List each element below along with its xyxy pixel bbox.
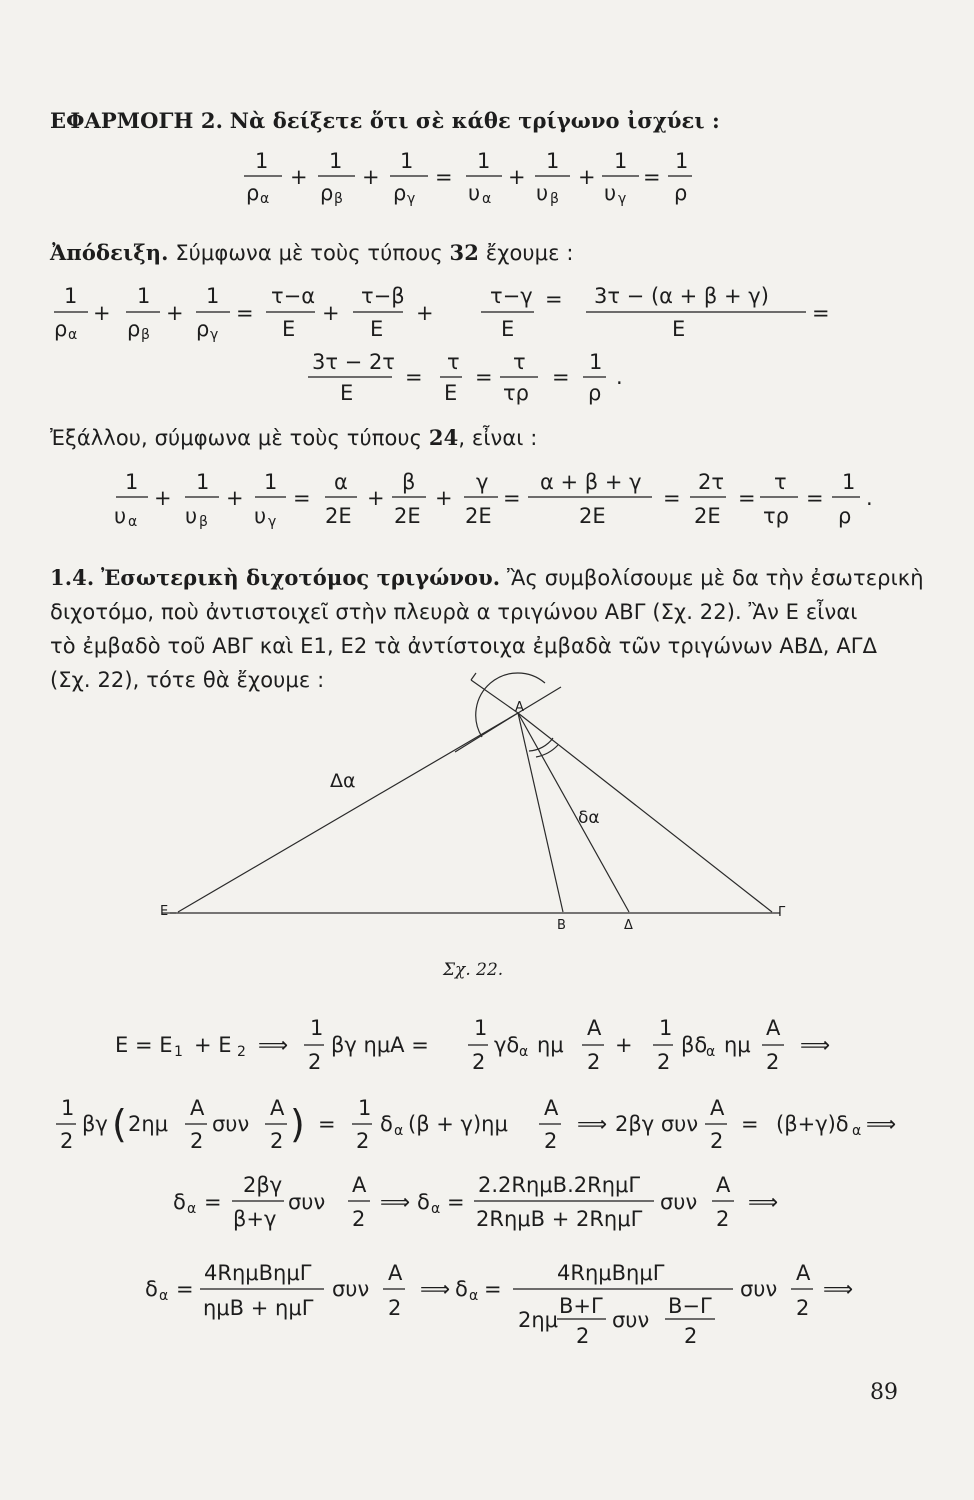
svg-text:A: A — [716, 1173, 731, 1197]
svg-text:2: 2 — [657, 1050, 671, 1074]
label-Gamma: Γ — [778, 905, 786, 920]
svg-text:+: + — [615, 1033, 633, 1057]
svg-text:2: 2 — [544, 1129, 558, 1153]
svg-text:(β+γ)δ: (β+γ)δ — [776, 1112, 849, 1136]
svg-text:1: 1 — [614, 149, 628, 173]
svg-text:A: A — [710, 1096, 725, 1120]
svg-text:E = E: E = E — [115, 1033, 173, 1057]
svg-text:α: α — [852, 1123, 862, 1139]
svg-text:1: 1 — [125, 470, 139, 494]
svg-text:.: . — [866, 486, 873, 510]
svg-text:+: + — [226, 486, 244, 510]
svg-text:=: = — [812, 301, 830, 325]
svg-text:+: + — [416, 301, 434, 325]
svg-text:ρ: ρ — [588, 381, 602, 405]
svg-text:1: 1 — [310, 1016, 324, 1040]
svg-text:A: A — [587, 1016, 602, 1040]
svg-text:συν: συν — [660, 1190, 698, 1214]
svg-text:βγ ημA =: βγ ημA = — [331, 1033, 429, 1057]
svg-text:4RημBημΓ: 4RημBημΓ — [204, 1261, 312, 1285]
svg-text:ρ: ρ — [393, 181, 407, 205]
svg-text:δ: δ — [417, 1190, 430, 1214]
svg-text:β: β — [334, 191, 343, 207]
svg-text:2E: 2E — [579, 504, 606, 528]
svg-text:1: 1 — [206, 284, 220, 308]
svg-text:ημ: ημ — [724, 1033, 751, 1057]
svg-text:⟹: ⟹ — [577, 1112, 608, 1136]
svg-text:B−Γ: B−Γ — [668, 1294, 712, 1318]
svg-text:υ: υ — [114, 504, 127, 528]
svg-text:=: = — [236, 301, 254, 325]
svg-text:2E: 2E — [394, 504, 421, 528]
svg-text:=: = — [447, 1190, 465, 1214]
formula-text-store — [0, 0, 1, 1]
svg-text:=: = — [552, 365, 570, 389]
svg-text:1: 1 — [196, 470, 210, 494]
svg-text:2: 2 — [190, 1129, 204, 1153]
svg-text:β: β — [199, 514, 208, 530]
svg-text:B+Γ: B+Γ — [559, 1294, 603, 1318]
svg-text:+: + — [508, 165, 526, 189]
svg-text:2: 2 — [710, 1129, 724, 1153]
svg-text:A: A — [796, 1261, 811, 1285]
svg-text:3τ − (α + β + γ): 3τ − (α + β + γ) — [594, 284, 769, 308]
svg-text:1: 1 — [137, 284, 151, 308]
svg-text:=: = — [405, 365, 423, 389]
svg-text:A: A — [270, 1096, 285, 1120]
svg-text:α: α — [469, 1288, 479, 1304]
formula-proof-3 — [114, 470, 873, 530]
svg-text:2: 2 — [356, 1129, 370, 1153]
application-statement: Νὰ δείξετε ὅτι σὲ κάθε τρίγωνο ἰσχύει : — [229, 108, 720, 133]
svg-text:υ: υ — [468, 181, 481, 205]
svg-text:2E: 2E — [325, 504, 352, 528]
svg-text:1: 1 — [842, 470, 856, 494]
svg-text:+: + — [435, 486, 453, 510]
svg-text:β: β — [141, 327, 150, 343]
svg-text:συν: συν — [740, 1277, 778, 1301]
svg-text:E: E — [340, 381, 354, 405]
formula-app-text — [0, 0, 1, 1]
svg-text:E: E — [444, 381, 458, 405]
svg-text:τ: τ — [513, 350, 526, 374]
svg-text:γ: γ — [407, 191, 416, 207]
svg-text:=: = — [806, 486, 824, 510]
label-E: E — [160, 904, 169, 919]
svg-text:2: 2 — [237, 1044, 246, 1060]
svg-text:δ: δ — [455, 1277, 468, 1301]
svg-text:1: 1 — [61, 1096, 75, 1120]
svg-text:συν: συν — [212, 1112, 250, 1136]
svg-text:τ: τ — [774, 470, 787, 494]
svg-text:⟹: ⟹ — [866, 1112, 897, 1136]
svg-text:+: + — [322, 301, 340, 325]
svg-text:⟹: ⟹ — [258, 1033, 289, 1057]
svg-text:=: = — [475, 365, 493, 389]
svg-text:2: 2 — [684, 1324, 698, 1348]
svg-text:γ: γ — [618, 191, 627, 207]
svg-text:1: 1 — [474, 1016, 488, 1040]
svg-text:α: α — [128, 514, 138, 530]
svg-text:=: = — [204, 1190, 222, 1214]
svg-text:E: E — [282, 317, 296, 341]
svg-text:1: 1 — [477, 149, 491, 173]
svg-text:⟹: ⟹ — [823, 1277, 854, 1301]
svg-text:2RημB + 2RημΓ: 2RημB + 2RημΓ — [476, 1207, 643, 1231]
svg-text:τ−γ: τ−γ — [490, 284, 533, 308]
svg-text:ημB + ημΓ: ημB + ημΓ — [203, 1296, 314, 1320]
label-delta-alpha: δα — [578, 808, 600, 828]
svg-text:⟹: ⟹ — [380, 1190, 411, 1214]
svg-text:=: = — [643, 165, 661, 189]
svg-text:=: = — [503, 486, 521, 510]
svg-text:υ: υ — [185, 504, 198, 528]
section-number: 1.4. — [50, 565, 95, 590]
section-line-1 — [50, 561, 930, 595]
svg-text:+: + — [154, 486, 172, 510]
proof-label: Ἀπόδειξη. — [50, 240, 169, 265]
svg-text:α: α — [260, 191, 270, 207]
svg-text:α: α — [68, 327, 78, 343]
proof-also-end: , εἶναι : — [458, 426, 538, 450]
svg-text:β: β — [402, 470, 416, 494]
svg-text:=: = — [435, 165, 453, 189]
svg-text:2: 2 — [270, 1129, 284, 1153]
svg-text:τ−β: τ−β — [361, 284, 405, 308]
formula-application — [244, 149, 692, 207]
svg-text:1: 1 — [675, 149, 689, 173]
svg-text:=: = — [741, 1112, 759, 1136]
section-title: Ἐσωτερικὴ διχοτόμος τριγώνου. — [101, 565, 501, 590]
svg-text:2: 2 — [352, 1207, 366, 1231]
svg-text:E: E — [672, 317, 686, 341]
svg-text:δ: δ — [145, 1277, 158, 1301]
svg-text:⟹: ⟹ — [748, 1190, 779, 1214]
line-EA-extended — [455, 713, 518, 752]
svg-text:α: α — [519, 1044, 529, 1060]
svg-text:δ: δ — [173, 1190, 186, 1214]
svg-text:E: E — [370, 317, 384, 341]
svg-text:α: α — [706, 1044, 716, 1060]
svg-text:): ) — [290, 1102, 305, 1146]
label-Delta-alpha: Δα — [330, 770, 356, 792]
section-text-1: Ἂς συμβολίσουμε μὲ δα τὴν ἐσωτερικὴ — [506, 566, 924, 590]
svg-text:3τ − 2τ: 3τ − 2τ — [312, 350, 395, 374]
svg-text:2: 2 — [388, 1296, 402, 1320]
svg-text:βγ: βγ — [82, 1112, 108, 1136]
label-A: A — [515, 700, 524, 715]
svg-text:1: 1 — [546, 149, 560, 173]
svg-text:+ E: + E — [194, 1033, 232, 1057]
svg-text:2βγ: 2βγ — [243, 1173, 283, 1197]
section-line-3: τὸ ἐμβαδὸ τοῦ ΑΒΓ καὶ Ε1, Ε2 τὰ ἀντίστοιχα ἐμβαδὰ τῶν τριγώνων ΑΒΔ, ΑΓΔ — [50, 634, 878, 658]
svg-text:4RημBημΓ: 4RημBημΓ — [557, 1261, 665, 1285]
svg-text:ρ: ρ — [196, 317, 210, 341]
svg-text:γδ: γδ — [494, 1033, 520, 1057]
svg-text:+: + — [93, 301, 111, 325]
svg-text:τ: τ — [447, 350, 460, 374]
svg-text:+: + — [578, 165, 596, 189]
svg-text:1: 1 — [589, 350, 603, 374]
svg-text:2: 2 — [766, 1050, 780, 1074]
figure-22 — [162, 673, 780, 913]
svg-text:συν: συν — [332, 1277, 370, 1301]
svg-text:2: 2 — [587, 1050, 601, 1074]
svg-text:τρ: τρ — [763, 504, 789, 528]
svg-text:A: A — [352, 1173, 367, 1197]
svg-text:υ: υ — [536, 181, 549, 205]
page-number: 89 — [870, 1380, 898, 1405]
svg-text:1: 1 — [659, 1016, 673, 1040]
svg-text:α: α — [159, 1288, 169, 1304]
svg-text:(: ( — [112, 1102, 127, 1146]
label-B: B — [557, 918, 566, 933]
label-Delta: Δ — [624, 918, 633, 933]
svg-text:2: 2 — [60, 1129, 74, 1153]
svg-text:2ημ: 2ημ — [518, 1308, 559, 1332]
svg-text:1: 1 — [64, 284, 78, 308]
svg-text:=: = — [293, 486, 311, 510]
derivation-1 — [115, 1016, 830, 1074]
svg-text:δ: δ — [380, 1112, 393, 1136]
svg-text:βδ: βδ — [681, 1033, 708, 1057]
svg-text:τ−α: τ−α — [271, 284, 316, 308]
svg-text:ρ: ρ — [674, 181, 688, 205]
svg-text:2βγ συν: 2βγ συν — [615, 1112, 699, 1136]
svg-text:2: 2 — [576, 1324, 590, 1348]
side-AE — [178, 713, 518, 912]
svg-text:+: + — [367, 486, 385, 510]
svg-text:=: = — [545, 287, 563, 311]
proof-also — [50, 421, 537, 455]
svg-text:υ: υ — [254, 504, 267, 528]
formula-proof-2 — [308, 350, 623, 405]
svg-text:1: 1 — [400, 149, 414, 173]
svg-text:1: 1 — [174, 1044, 183, 1060]
proof-also-text: Ἐξάλλου, σύμφωνα μὲ τοὺς τύπους — [50, 426, 429, 450]
svg-text:A: A — [388, 1261, 403, 1285]
proof-intro-end: ἔχουμε : — [478, 241, 574, 265]
svg-text:E: E — [501, 317, 515, 341]
svg-text:1: 1 — [255, 149, 269, 173]
derivation-3 — [173, 1173, 778, 1231]
svg-text:=: = — [663, 486, 681, 510]
svg-text:συν: συν — [288, 1190, 326, 1214]
formula-ref-32: 32 — [449, 240, 479, 265]
bisector-AD — [518, 713, 629, 912]
svg-text:ρ: ρ — [54, 317, 68, 341]
section-line-4: (Σχ. 22), τότε θὰ ἔχουμε : — [50, 668, 325, 692]
svg-text:1: 1 — [329, 149, 343, 173]
svg-text:+: + — [362, 165, 380, 189]
derivation-4 — [145, 1261, 853, 1348]
derivation-2 — [56, 1096, 896, 1153]
section-line-2: διχοτόμο, ποὺ ἀντιστοιχεῖ στὴν πλευρὰ α τριγώνου ΑΒΓ (Σχ. 22). Ἂν Ε εἶναι — [50, 600, 858, 624]
svg-text:συν: συν — [612, 1308, 650, 1332]
svg-text:ρ: ρ — [246, 181, 260, 205]
svg-text:=: = — [318, 1112, 336, 1136]
svg-text:2: 2 — [472, 1050, 486, 1074]
svg-text:A: A — [190, 1096, 205, 1120]
svg-text:α: α — [482, 191, 492, 207]
section-1-4 — [50, 561, 930, 697]
formula-ref-24: 24 — [428, 425, 459, 450]
svg-text:1: 1 — [264, 470, 278, 494]
svg-text:.: . — [616, 365, 623, 389]
svg-text:γ: γ — [268, 514, 277, 530]
svg-text:γ: γ — [210, 327, 219, 343]
svg-text:2E: 2E — [465, 504, 492, 528]
svg-text:2τ: 2τ — [698, 470, 725, 494]
svg-text:⟹: ⟹ — [800, 1033, 831, 1057]
application-number: ΕΦΑΡΜΟΓΗ 2. — [50, 108, 224, 133]
svg-text:ρ: ρ — [320, 181, 334, 205]
svg-text:α: α — [431, 1201, 441, 1217]
svg-text:2E: 2E — [694, 504, 721, 528]
svg-text:ρ: ρ — [838, 504, 852, 528]
svg-text:2ημ: 2ημ — [128, 1112, 169, 1136]
svg-text:ημ: ημ — [537, 1033, 564, 1057]
svg-text:⟹: ⟹ — [420, 1277, 451, 1301]
svg-text:ρ: ρ — [127, 317, 141, 341]
proof-intro-text: Σύμφωνα μὲ τοὺς τύπους — [175, 241, 450, 265]
svg-text:2: 2 — [796, 1296, 810, 1320]
svg-text:A: A — [766, 1016, 781, 1040]
svg-text:α: α — [334, 470, 348, 494]
svg-text:=: = — [738, 486, 756, 510]
svg-text:=: = — [484, 1277, 502, 1301]
svg-text:γ: γ — [476, 470, 489, 494]
svg-text:1: 1 — [358, 1096, 372, 1120]
proof-intro — [50, 236, 574, 270]
svg-text:α: α — [394, 1123, 404, 1139]
svg-text:=: = — [176, 1277, 194, 1301]
svg-text:β: β — [550, 191, 559, 207]
svg-text:2.2RημB.2RημΓ: 2.2RημB.2RημΓ — [478, 1173, 641, 1197]
svg-text:2: 2 — [716, 1207, 730, 1231]
svg-text:υ: υ — [604, 181, 617, 205]
svg-text:+: + — [166, 301, 184, 325]
svg-text:+: + — [290, 165, 308, 189]
svg-text:τρ: τρ — [503, 381, 529, 405]
svg-text:A: A — [544, 1096, 559, 1120]
svg-text:(β + γ)ημ: (β + γ)ημ — [408, 1112, 508, 1136]
svg-text:2: 2 — [308, 1050, 322, 1074]
svg-text:β+γ: β+γ — [233, 1207, 277, 1231]
formula-proof-1 — [54, 284, 830, 343]
svg-text:α: α — [187, 1201, 197, 1217]
svg-text:α + β + γ: α + β + γ — [540, 470, 642, 494]
figure-caption: Σχ. 22. — [443, 960, 504, 980]
